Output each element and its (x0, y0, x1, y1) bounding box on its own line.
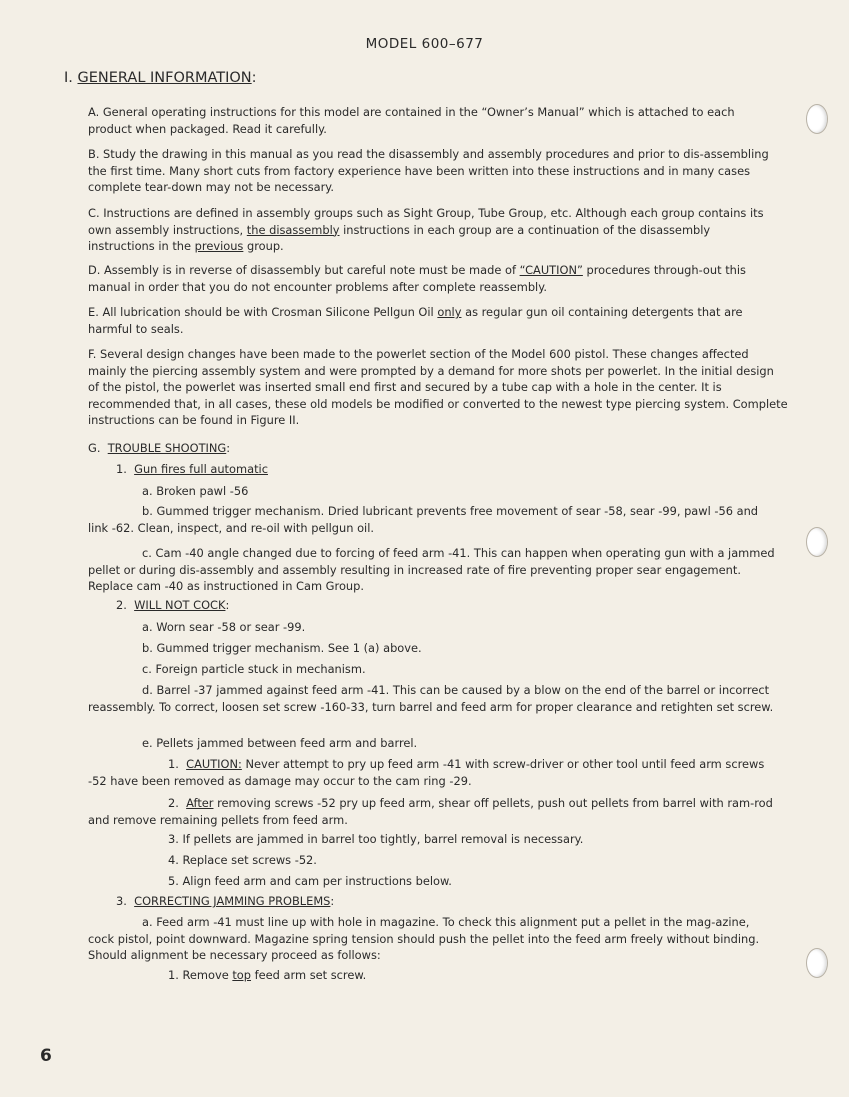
paragraph-b: B. Study the drawing in this manual as you read the disassembly and assembly procedures and prior to dis-assembling the first time. Many short cuts from factory experience have been written into these instructions and in many cases complete tear-down may not be necessary. (88, 147, 769, 194)
s3-step-1-text: 1. Remove (168, 968, 233, 982)
paragraph-a: A. General operating instructions for this model are contained in the “Owner’s Manual” which is attached to each product when packaged. Read it carefully. (88, 105, 735, 136)
e1-text: Never attempt to pry up feed arm -41 with screw-driver or other tool until feed arm screws -52 have been removed as damage may occur to the cam ring -29. (88, 757, 765, 788)
section-colon: : (251, 70, 257, 86)
e-step-1 (88, 756, 778, 789)
g-label: G. (88, 441, 101, 455)
underline-after: After (186, 796, 214, 810)
section-heading (64, 70, 257, 86)
s1-item-c: c. Cam -40 angle changed due to forcing of feed arm -41. This can happen when operating gun with a jammed pellet or during dis-assembly and assembly resulting in increased rate of fire preventing proper sear engagement. Replace cam -40 as instructioned in Cam Group. (88, 546, 775, 593)
underline-previous: previous (194, 239, 244, 253)
subsection-2-heading (116, 598, 229, 612)
e1-number: 1. (168, 757, 179, 771)
s3-colon: : (330, 894, 335, 908)
binder-hole-top (806, 104, 828, 134)
s1-item-b: b. Gummed trigger mechanism. Dried lubricant prevents free movement of sear -58, sear -99, pawl -56 and link -62. Clean, inspect, and re-oil with pellgun oil. (88, 504, 759, 535)
paragraph-d (88, 262, 778, 295)
s1-number: 1. (116, 462, 127, 476)
subsection-3-heading (116, 894, 334, 908)
paragraph-e (88, 304, 778, 337)
s2-item-b: b. Gummed trigger mechanism. See 1 (a) above. (142, 641, 422, 655)
s2-title: WILL NOT COCK (134, 598, 226, 612)
s2-item-d: d. Barrel -37 jammed against feed arm -41. This can be caused by a blow on the end of the barrel or incorrect reassembly. To correct, loosen set screw -160-33, turn barrel and feed arm for proper clearance and retighten set screw. (88, 683, 774, 714)
binder-hole-middle (806, 527, 828, 557)
model-header: MODEL 600–677 (365, 36, 484, 52)
paragraph-c-end: group. (243, 239, 284, 253)
s2-colon: : (225, 598, 230, 612)
s2-number: 2. (116, 598, 127, 612)
s3-step-1 (168, 968, 366, 982)
e-step-3: 3. If pellets are jammed in barrel too tightly, barrel removal is necessary. (168, 832, 584, 846)
underline-caution-step: CAUTION: (186, 757, 242, 771)
e-step-5: 5. Align feed arm and cam per instructions below. (168, 874, 452, 888)
s1-item-a: a. Broken pawl -56 (142, 484, 249, 498)
paragraph-c (88, 205, 778, 255)
underline-only: only (437, 305, 462, 319)
g-title: TROUBLE SHOOTING (107, 441, 227, 455)
page-number: 6 (40, 1046, 52, 1066)
paragraph-f: F. Several design changes have been made to the powerlet section of the Model 600 pistol. These changes affected mainly the piercing assembly system and were prompted by a demand for more shots per powerlet. In the initial design of the pistol, the powerlet was inserted small end first and secured by a tube cap with a hole in the center. It is recommended that, in all cases, these old models be modified or converted to the newest type piercing system. Complete instructions can be found in Figure II. (88, 347, 788, 427)
underline-caution: “CAUTION” (519, 263, 583, 277)
s2-item-a: a. Worn sear -58 or sear -99. (142, 620, 306, 634)
subsection-1-heading (116, 462, 268, 476)
e2-number: 2. (168, 796, 179, 810)
underline-the-disassembly: the disassembly (246, 222, 340, 237)
section-title: GENERAL INFORMATION (77, 70, 252, 86)
g-colon: : (226, 441, 231, 455)
paragraph-c-text: C. Instructions are defined in assembly groups such as Sight Group, Tube Group, etc. Although each group contains its own assembly instructions, (88, 206, 764, 237)
paragraph-c-mid: instructions in each group are a continuation of the disassembly instructions in the (88, 222, 711, 253)
paragraph-e-text: E. All lubrication should be with Crosman Silicone Pellgun Oil (88, 305, 438, 319)
paragraph-d-text: D. Assembly is in reverse of disassembly but careful note must be made of (88, 263, 520, 277)
e2-text: removing screws -52 pry up feed arm, shear off pellets, push out pellets from barrel with ram-rod and remove remaining pellets from feed arm. (88, 796, 773, 827)
s1-title: Gun fires full automatic (134, 462, 268, 476)
s3-number: 3. (116, 894, 127, 908)
e-step-2 (88, 795, 778, 828)
s2-item-c: c. Foreign particle stuck in mechanism. (142, 662, 366, 676)
paragraph-d-end: procedures through-out this manual in order that you do not encounter problems after complete reassembly. (88, 263, 746, 294)
trouble-shooting-heading (88, 441, 230, 455)
s2-item-e: e. Pellets jammed between feed arm and barrel. (142, 736, 418, 750)
s3-title: CORRECTING JAMMING PROBLEMS (134, 894, 331, 908)
binder-hole-bottom (806, 948, 828, 978)
s3-item-a: a. Feed arm -41 must line up with hole in magazine. To check this alignment put a pellet in the mag-azine, cock pistol, point downward. Magazine spring tension should push the pellet into the feed arm freely without binding. Should alignment be necessary proceed as follows: (88, 915, 760, 962)
e-step-4: 4. Replace set screws -52. (168, 853, 317, 867)
paragraph-e-end: as regular gun oil containing detergents that are harmful to seals. (88, 305, 743, 336)
underline-top: top (232, 968, 252, 982)
s3-step-1-end: feed arm set screw. (251, 968, 367, 982)
section-number: I. (64, 70, 73, 86)
